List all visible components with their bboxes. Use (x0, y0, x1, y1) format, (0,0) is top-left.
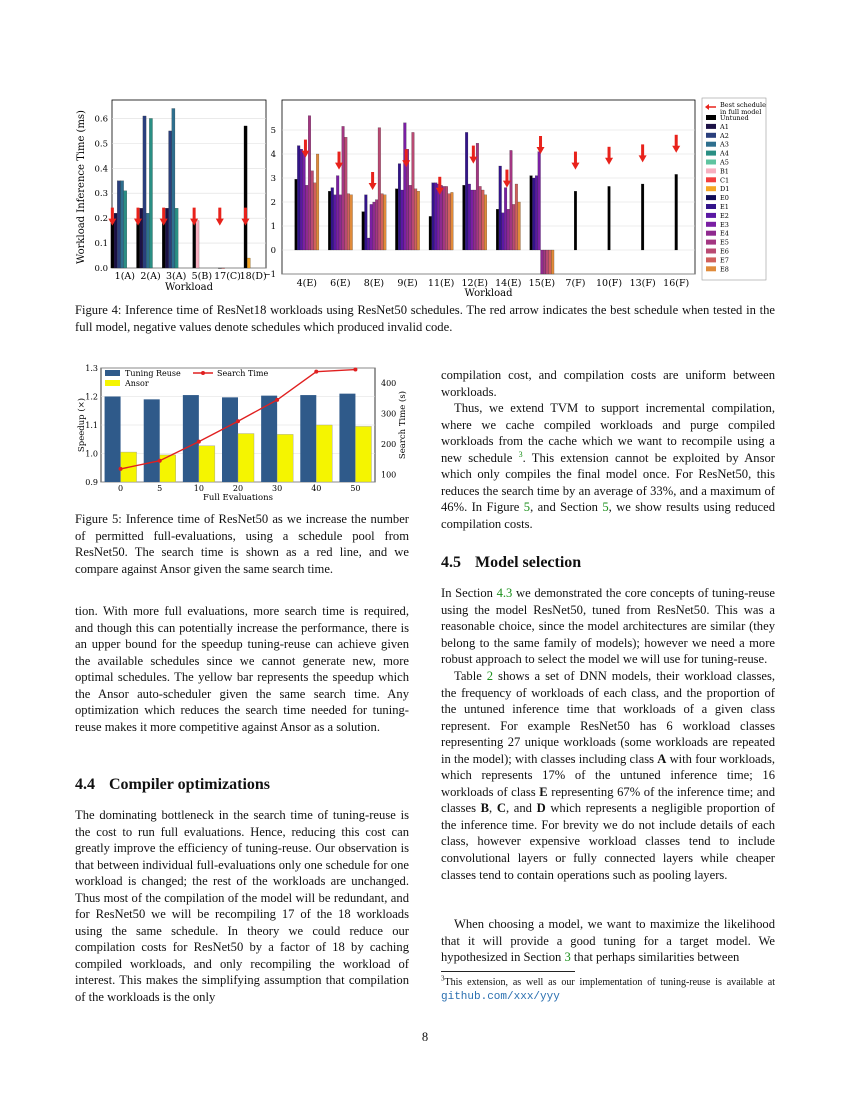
legend-label: in full model (720, 108, 762, 116)
figure-4-chart (70, 92, 780, 299)
legend-swatch (706, 186, 716, 191)
bar-tuning-reuse (183, 395, 199, 482)
y-tick-label: 4 (270, 150, 276, 160)
legend-label: A5 (720, 158, 729, 167)
bar (608, 186, 611, 250)
y-tick-label: −1 (263, 270, 276, 280)
bar (308, 116, 311, 250)
bar (295, 179, 298, 250)
legend-label: E5 (720, 238, 729, 247)
bar-ansor (316, 425, 332, 482)
y-tick-label: 0 (270, 246, 276, 256)
figure-4 (70, 92, 780, 299)
bar (328, 191, 331, 250)
text-run: , and Section (530, 500, 598, 515)
bar-ansor (277, 434, 293, 482)
bar (518, 202, 521, 250)
legend-label: C1 (720, 176, 730, 185)
footnote-ref[interactable]: 3 (518, 449, 523, 459)
legend-label: E1 (720, 203, 729, 211)
y-tick-label: 1.0 (85, 449, 98, 459)
y-tick-label: 1.3 (85, 364, 98, 373)
best-schedule-arrow-head (241, 219, 249, 226)
legend-label: E4 (720, 229, 729, 238)
bar (549, 250, 552, 274)
text-run: representing 67% of the inference time; and classes (441, 784, 775, 816)
bar (383, 195, 386, 250)
bar (350, 195, 353, 250)
bar (120, 181, 123, 268)
legend-label: E8 (720, 265, 729, 274)
bar (442, 186, 445, 250)
bar (297, 146, 300, 250)
y-tick-label: 0.0 (94, 264, 108, 274)
class-label: D (536, 801, 546, 816)
bar (395, 189, 398, 250)
footnote-link[interactable]: github.com/xxx/yyy (441, 990, 560, 1003)
legend-swatch (706, 240, 716, 245)
y-tick-label: 1.1 (85, 421, 98, 430)
bar (471, 190, 474, 250)
legend-swatch (706, 213, 716, 218)
bar (373, 202, 376, 250)
bar (451, 192, 454, 250)
text-run: Table (454, 669, 482, 683)
x-tick-label: 3(A) (166, 271, 187, 282)
bar (334, 195, 337, 250)
legend-label: D1 (720, 185, 730, 194)
bar (510, 150, 513, 250)
text-run: , and (505, 801, 537, 816)
bar (543, 250, 546, 274)
x-axis-label: Workload (464, 288, 513, 299)
bar-ansor (355, 426, 371, 482)
legend-swatch (706, 151, 716, 156)
y-tick-label: 5 (270, 126, 276, 136)
bar (675, 174, 678, 250)
search-time-point (353, 368, 357, 372)
x-tick-label: 10 (193, 484, 204, 493)
section-number: 4.5 (441, 554, 461, 571)
section-4-4-heading (75, 776, 270, 794)
x-axis-label: Full Evaluations (203, 493, 273, 503)
search-time-point (158, 459, 162, 463)
bar (502, 213, 505, 250)
section-number: 4.4 (75, 776, 95, 793)
y2-tick-label: 100 (381, 470, 397, 480)
legend-label: A1 (720, 122, 729, 131)
x-tick-label: 9(E) (397, 278, 418, 289)
section-ref[interactable]: 4.3 (496, 586, 513, 600)
bar (641, 184, 644, 250)
search-time-point (275, 398, 279, 402)
y-axis-label: Workload Inference Time (ms) (76, 110, 87, 264)
page-number: 8 (421, 1030, 429, 1044)
x-tick-label: 50 (350, 484, 361, 493)
bar (432, 183, 435, 250)
bar (137, 223, 140, 268)
bar (370, 204, 373, 250)
bar-tuning-reuse (300, 395, 316, 482)
search-time-point (119, 467, 123, 471)
x-tick-label: 1(A) (114, 271, 135, 282)
bar-tuning-reuse (222, 397, 238, 482)
legend-label: E3 (720, 220, 729, 229)
class-label: B (480, 801, 490, 816)
search-time-point (197, 440, 201, 444)
legend-label: E2 (720, 211, 729, 220)
legend-swatch (706, 133, 716, 138)
legend-swatch (706, 204, 716, 209)
section-title: Compiler optimizations (109, 776, 271, 793)
figure-ref[interactable]: 5 (523, 500, 531, 515)
best-schedule-arrow-head (369, 183, 377, 190)
best-schedule-arrow-head (672, 146, 680, 153)
x-tick-label: 6(E) (330, 278, 351, 289)
bar (414, 189, 417, 250)
right-paragraph-4 (441, 668, 775, 883)
bar (196, 221, 199, 268)
bar (535, 176, 538, 250)
legend-swatch (706, 124, 716, 129)
x-axis-label: Workload (164, 282, 214, 293)
x-tick-label: 2(A) (140, 271, 161, 282)
best-schedule-arrow-head (639, 155, 647, 162)
bar (445, 186, 448, 250)
bar-tuning-reuse (261, 396, 277, 482)
y-tick-label: 0.9 (85, 478, 98, 487)
bar (140, 208, 143, 268)
y2-tick-label: 400 (381, 379, 397, 389)
bar (314, 183, 317, 250)
bar (530, 176, 533, 250)
bar (515, 184, 518, 250)
bar (336, 176, 339, 250)
bar (222, 268, 225, 269)
legend-swatch (706, 266, 716, 271)
x-tick-label: 12(E) (461, 278, 488, 289)
figure-5-chart (75, 360, 410, 503)
left-paragraph-1: tion. With more full evaluations, more search time is required, and though this can potentially increase the performance, there is an upper bound for the speedup tuning-reuse can achieve given the available schedules since we cannot generate new, more optimal schedules. The yellow bar represents the speedup which the Ansor auto-scheduler given the same search time. Any optimization which reduces the search time needed for tuning-reuse makes it more competitive against Ansor as a solution. (75, 604, 409, 734)
y2-tick-label: 200 (381, 440, 397, 449)
x-tick-label: 5 (157, 484, 163, 493)
bar (218, 268, 221, 269)
bar (244, 126, 247, 268)
class-label: E (539, 784, 548, 799)
legend-label: B1 (720, 167, 729, 176)
x-tick-label: 5(B) (191, 271, 213, 282)
best-schedule-arrow-head (216, 219, 224, 226)
bar (476, 143, 479, 250)
text-run: we demonstrated the core concepts of tuning-reuse using the model ResNet50, tuned from ResNet50. This was a reasonable choice, since the model architectures are similar (they belong to the same family of models); however we need a more robust approach to select the model we will use for tuning-reuse. (441, 586, 775, 667)
search-time-point (236, 419, 240, 423)
legend-swatch (706, 168, 716, 173)
bar (365, 195, 368, 250)
bar (468, 184, 471, 250)
bar (507, 209, 510, 250)
left-paragraph-2: The dominating bottleneck in the search time of tuning-reuse is the cost to run full evaluations. Hence, reducing this cost can greatly improve the efficiency of tuning-reuse. Our observation is that between individual full-evaluations only one schedule for one workload is changed; the rest of the workloads are unchanged. Thus most of the compilation of the model will be redundant, and for ResNet50 we will be recompiling 17 of the 18 workloads using the same schedule. In theory we could reduce our compilation costs for ResNet50 by a factor of 18 by caching compiled workloads, and only recompiling the workload of interest. This makes the simplifying assumption that compilation of the workloads is the only (75, 808, 409, 1005)
bar-ansor (199, 446, 215, 482)
right-paragraph-3 (441, 585, 775, 668)
text-run: , (489, 801, 497, 816)
section-ref[interactable]: 5 (602, 500, 609, 515)
right-paragraph-5 (441, 916, 775, 966)
x-tick-label: 11(E) (427, 278, 455, 289)
y-tick-label: 0.1 (94, 239, 108, 250)
search-time-point (314, 370, 318, 374)
legend-label: E7 (720, 256, 729, 265)
bar (434, 183, 437, 250)
bar (143, 116, 146, 268)
text-run: that perhaps similarities between (570, 950, 740, 965)
text-run: shows a set of DNN models, their workload classes, the frequency of workloads of each class, and the proportion of the untuned inference time that workloads of a given class represent. For example ResNet50 has 6 workload classes representing 27 unique workloads (some workloads are repeated in the model); with classes including class (441, 669, 775, 766)
x-tick-label: 16(F) (663, 278, 690, 289)
class-label: A (657, 751, 667, 766)
bar (303, 152, 306, 250)
text-run: When choosing a model, we want to maximize the likelihood that it will provide a good tuning for a target model. We hypothesized in Section (441, 917, 775, 965)
bar (149, 118, 152, 268)
footnote-number: 3 (441, 974, 445, 983)
y-tick-label: 0.4 (94, 164, 108, 175)
legend-marker (201, 371, 205, 375)
right-paragraph-1: compilation cost, and compilation costs are uniform between workloads. (441, 368, 775, 399)
text-run: Thus, we extend TVM to support incremental compilation, where we cache compiled workloads and purge compiled workloads from the cache which we want to recompile using a new schedule (441, 401, 775, 465)
legend-swatch (706, 222, 716, 227)
bar (193, 221, 196, 268)
bar (169, 131, 172, 268)
bar (481, 190, 484, 250)
x-tick-label: 7(F) (565, 278, 586, 289)
y2-tick-label: 300 (381, 409, 397, 419)
bar (496, 209, 499, 250)
bar-tuning-reuse (339, 394, 355, 482)
section-title: Model selection (475, 554, 582, 571)
table-ref[interactable]: 2 (486, 669, 494, 683)
bar (367, 238, 370, 250)
bar (362, 212, 365, 250)
bar (417, 191, 420, 250)
text-run: which represents a negligible proportion of the inference time. For brevity we do not include details of each class, however expensive workload classes tend to include convolutional layers or fully connected layers while cheaper classes tend to contain operations such as pooling layers. (441, 801, 775, 882)
bar (409, 185, 412, 250)
bar (117, 181, 120, 268)
right-paragraph-2 (441, 400, 775, 532)
x-tick-label: 40 (311, 484, 322, 493)
bar (429, 216, 432, 250)
legend-swatch (706, 231, 716, 236)
x-tick-label: 18(D) (239, 271, 267, 282)
bar (551, 250, 554, 274)
bar (111, 223, 114, 268)
bar (504, 188, 507, 250)
class-label: C (496, 801, 506, 816)
bar (448, 194, 451, 250)
bar-tuning-reuse (144, 399, 160, 482)
legend-swatch (706, 249, 716, 254)
bar (412, 132, 415, 250)
bar (479, 186, 482, 250)
x-tick-label: 30 (272, 484, 283, 493)
legend-swatch (105, 380, 120, 386)
x-tick-label: 0 (118, 484, 124, 493)
y-axis-label: Speedup (×) (77, 397, 87, 453)
y-tick-label: 3 (270, 174, 276, 184)
bar (339, 195, 342, 250)
bar (440, 185, 443, 250)
bar (499, 166, 502, 250)
bar (463, 185, 466, 250)
bar (532, 178, 535, 250)
y-tick-label: 1 (270, 222, 276, 232)
text-run: with four workloads, which represents 17% of the untuned inference time; 16 workloads of class (441, 751, 775, 799)
legend-label: A3 (720, 140, 729, 149)
bar (175, 208, 178, 268)
bar (375, 200, 378, 250)
bar (538, 152, 541, 250)
y-tick-label: 0.6 (94, 114, 108, 125)
y-tick-label: 2 (270, 198, 276, 208)
x-tick-label: 20 (232, 484, 244, 493)
legend-label: Untuned (720, 114, 749, 122)
legend-swatch (706, 160, 716, 165)
x-tick-label: 14(E) (495, 278, 522, 289)
footnote-text: This extension, as well as our implementation of tuning-reuse is available at (444, 977, 775, 988)
y2-axis-label: Search Time (s) (398, 390, 408, 460)
legend-swatch (105, 370, 120, 376)
legend-swatch (706, 195, 716, 200)
bar (344, 137, 347, 250)
figure-5-caption: Figure 5: Inference time of ResNet50 as we increase the number of permitted full-evaluations, using a schedule pool from ResNet50. The search time is shown as a red line, and we compare against Ansor given the same search time. (75, 512, 409, 576)
bar (247, 258, 250, 268)
bar (465, 132, 468, 250)
bar (512, 204, 515, 250)
legend-label: A4 (720, 149, 729, 158)
bar (546, 250, 549, 274)
footnote-rule (441, 971, 575, 972)
legend-swatch (706, 115, 716, 120)
footnote (441, 976, 775, 1004)
figure-4-caption: Figure 4: Inference time of ResNet18 workloads using ResNet50 schedules. The red arrow indicates the best schedule when tested in the full model, negative values denote schedules which produced invalid code. (75, 303, 775, 334)
bar (162, 223, 165, 268)
bar (401, 190, 404, 250)
x-tick-label: 10(F) (595, 278, 623, 289)
legend-label: E0 (720, 194, 729, 203)
bar (165, 208, 168, 268)
bar (172, 108, 175, 268)
y-tick-label: 1.2 (85, 392, 98, 402)
bar (484, 195, 487, 250)
bar (398, 164, 401, 250)
text-run: . This extension cannot be exploited by Ansor which only compiles the final model once. For ResNet50, this reduces the search time by an average of 33%, and a maximum of 46%. In Figure (441, 450, 775, 515)
bar (403, 123, 406, 250)
bar-ansor (238, 434, 254, 482)
legend-swatch (706, 142, 716, 147)
y-tick-label: 0.5 (94, 139, 108, 150)
bar (347, 194, 350, 250)
legend-swatch (706, 257, 716, 262)
legend-label: Ansor (125, 379, 149, 388)
section-ref[interactable]: 3 (564, 950, 571, 965)
bar (316, 154, 319, 250)
bar (331, 188, 334, 250)
bar (574, 191, 577, 250)
bar (124, 191, 127, 268)
legend-label: E6 (720, 247, 729, 256)
x-tick-label: 15(E) (528, 278, 556, 289)
x-tick-label: 4(E) (296, 278, 317, 289)
legend-label: Search Time (217, 369, 269, 378)
legend-swatch (706, 177, 716, 182)
bar (342, 126, 345, 250)
best-schedule-arrow-head (605, 158, 613, 165)
bar (381, 194, 384, 250)
text-run: , we show results using reduced compilation costs. (441, 500, 775, 531)
bar (146, 213, 149, 268)
y-tick-label: 0.3 (94, 189, 108, 200)
legend-label: Best schedule (720, 101, 766, 109)
bar (378, 128, 381, 250)
bar-tuning-reuse (105, 397, 121, 483)
bar (311, 171, 314, 250)
figure-5 (75, 360, 410, 503)
y-tick-label: 0.2 (94, 214, 108, 225)
bar (541, 250, 544, 274)
best-schedule-arrow-head (571, 163, 579, 170)
text-run: In Section (441, 586, 493, 600)
x-tick-label: 8(E) (363, 278, 385, 289)
x-tick-label: 13(F) (629, 278, 656, 289)
section-4-5-heading (441, 554, 581, 572)
x-tick-label: 17(C) (214, 271, 241, 282)
bar (305, 185, 308, 250)
legend-label: Tuning Reuse (125, 369, 181, 378)
bar (473, 190, 476, 250)
legend-label: A2 (720, 131, 729, 140)
bar (300, 149, 303, 250)
